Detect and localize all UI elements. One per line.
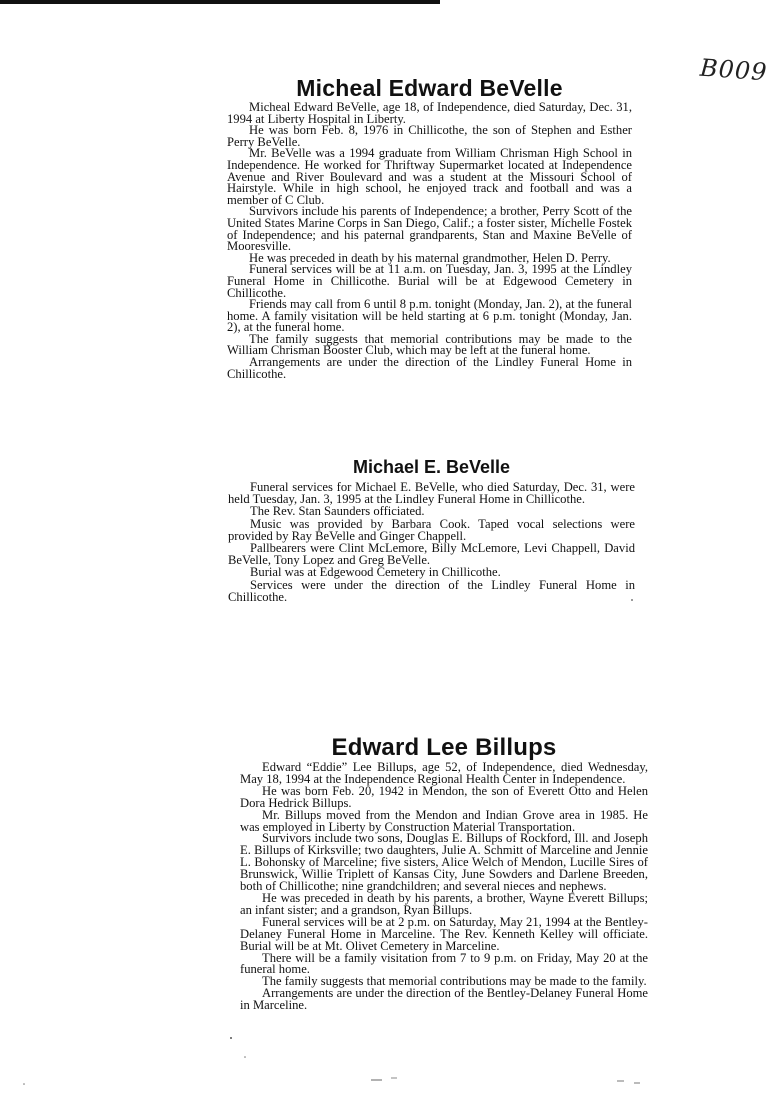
obituary-paragraph: Edward “Eddie” Lee Billups, age 52, of Independence, died Wednesday, May 18, 1994 at the Independence Regional Health Center in Independence. bbox=[240, 760, 648, 786]
obituary-paragraph: He was born Feb. 8, 1976 in Chillicothe, the son of Stephen and Esther Perry BeVelle. bbox=[227, 123, 632, 149]
obituary-michael-e-bevelle bbox=[228, 456, 635, 603]
obituary-micheal-edward-bevelle bbox=[227, 74, 632, 380]
obituary-paragraph: Pallbearers were Clint McLemore, Billy McLemore, Levi Chappell, David BeVelle, Tony Lopez and Greg BeVelle. bbox=[228, 541, 635, 568]
obituary-paragraph: Funeral services for Michael E. BeVelle, who died Saturday, Dec. 31, were held Tuesday, Jan. 3, 1995 at the Lindley Funeral Home in Chillicothe. bbox=[228, 480, 635, 507]
obituary-paragraph: Music was provided by Barbara Cook. Taped vocal selections were provided by Ray BeVelle and Ginger Chappell. bbox=[228, 516, 635, 543]
obituary-paragraph: Burial was at Edgewood Cemetery in Chillicothe. bbox=[250, 565, 501, 580]
obituary-edward-lee-billups bbox=[240, 734, 648, 1012]
obituary-paragraph: There will be a family visitation from 7 to 9 p.m. on Friday, May 20 at the funeral home. bbox=[240, 950, 648, 977]
obituary-paragraph: The family suggests that memorial contributions may be made to the William Chrisman Booster Club, which may be left at the funeral home. bbox=[227, 331, 632, 358]
handwritten-page-code: B009 bbox=[699, 53, 768, 87]
obituary-paragraph: Arrangements are under the direction of the Bentley-Delaney Funeral Home in Marceline. bbox=[240, 986, 648, 1013]
obituary-title: Micheal Edward BeVelle bbox=[296, 75, 563, 101]
obituary-paragraph: Mr. BeVelle was a 1994 graduate from William Chrisman High School in Independence. He worked for Thriftway Supermarket located at Independence Avenue and River Boulevard and was a student at the Missouri School of Hairstyle. While in high school, he enjoyed track and football and was a member of C Club. bbox=[227, 146, 632, 207]
obituary-paragraph: He was preceded in death by his parents, a brother, Wayne Everett Billups; an infant sister; and a grandson, Ryan Billups. bbox=[240, 890, 648, 917]
obituary-paragraph: Friends may call from 6 until 8 p.m. tonight (Monday, Jan. 2), at the funeral home. A family visitation will be held starting at 6 p.m. tonight (Monday, Jan. 2), at the funeral home. bbox=[227, 297, 632, 335]
obituary-paragraph: Arrangements are under the direction of the Lindley Funeral Home in Chillicothe. bbox=[227, 355, 632, 381]
obituary-title: Michael E. BeVelle bbox=[352, 457, 511, 477]
obituary-paragraph: Micheal Edward BeVelle, age 18, of Independence, died Saturday, Dec. 31, 1994 at Liberty Hospital in Liberty. bbox=[227, 100, 632, 126]
obituary-paragraph: Services were under the direction of the Lindley Funeral Home in Chillicothe. bbox=[228, 577, 635, 604]
obituary-paragraph: Mr. Billups moved from the Mendon and Indian Grove area in 1985. He was employed in Liberty by Construction Material Transportation. bbox=[240, 807, 648, 834]
obituary-paragraph: The family suggests that memorial contributions may be made to the family. bbox=[262, 974, 647, 989]
obituary-paragraph: Funeral services will be at 11 a.m. on Tuesday, Jan. 3, 1995 at the Lindley Funeral Home in Chillicothe. Burial will be at Edgewood Cemetery in Chillicothe. bbox=[227, 262, 632, 300]
obituary-paragraph: Survivors include his parents of Independence; a brother, Perry Scott of the United States Marine Corps in San Diego, Calif.; a foster sister, Michelle Fostek of Independence; and his paternal grandparents, Stan and Maxine BeVelle of Mooresville. bbox=[227, 204, 632, 254]
obituary-paragraph: He was born Feb. 20, 1942 in Mendon, the son of Everett Otto and Helen Dora Hedrick Billups. bbox=[240, 783, 648, 810]
obituary-paragraph: Funeral services will be at 2 p.m. on Saturday, May 21, 1994 at the Bentley-Delaney Funeral Home in Marceline. The Rev. Kenneth Kelley will officiate. Burial will be at Mt. Olivet Cemetery in Marceline. bbox=[240, 914, 648, 953]
top-border-rule bbox=[0, 0, 440, 4]
obituary-paragraph: He was preceded in death by his maternal grandmother, Helen D. Perry. bbox=[249, 250, 611, 265]
obituary-paragraph: The Rev. Stan Saunders officiated. bbox=[250, 504, 425, 519]
obituary-paragraph: Survivors include two sons, Douglas E. Billups of Rockford, Ill. and Joseph E. Billups of Kirksville; two daughters, Julie A. Schmitt of Marceline and Jennie L. Bohonsky of Marceline; five sisters, Alice Welch of Mendon, Lucille Sires of Brunswick, Willie Triplett of Kansas City, June Sowders and Darlene Breeden, both of Chillicothe; nine grandchildren; and several nieces and nephews. bbox=[240, 831, 648, 894]
obituary-title: Edward Lee Billups bbox=[331, 734, 557, 761]
